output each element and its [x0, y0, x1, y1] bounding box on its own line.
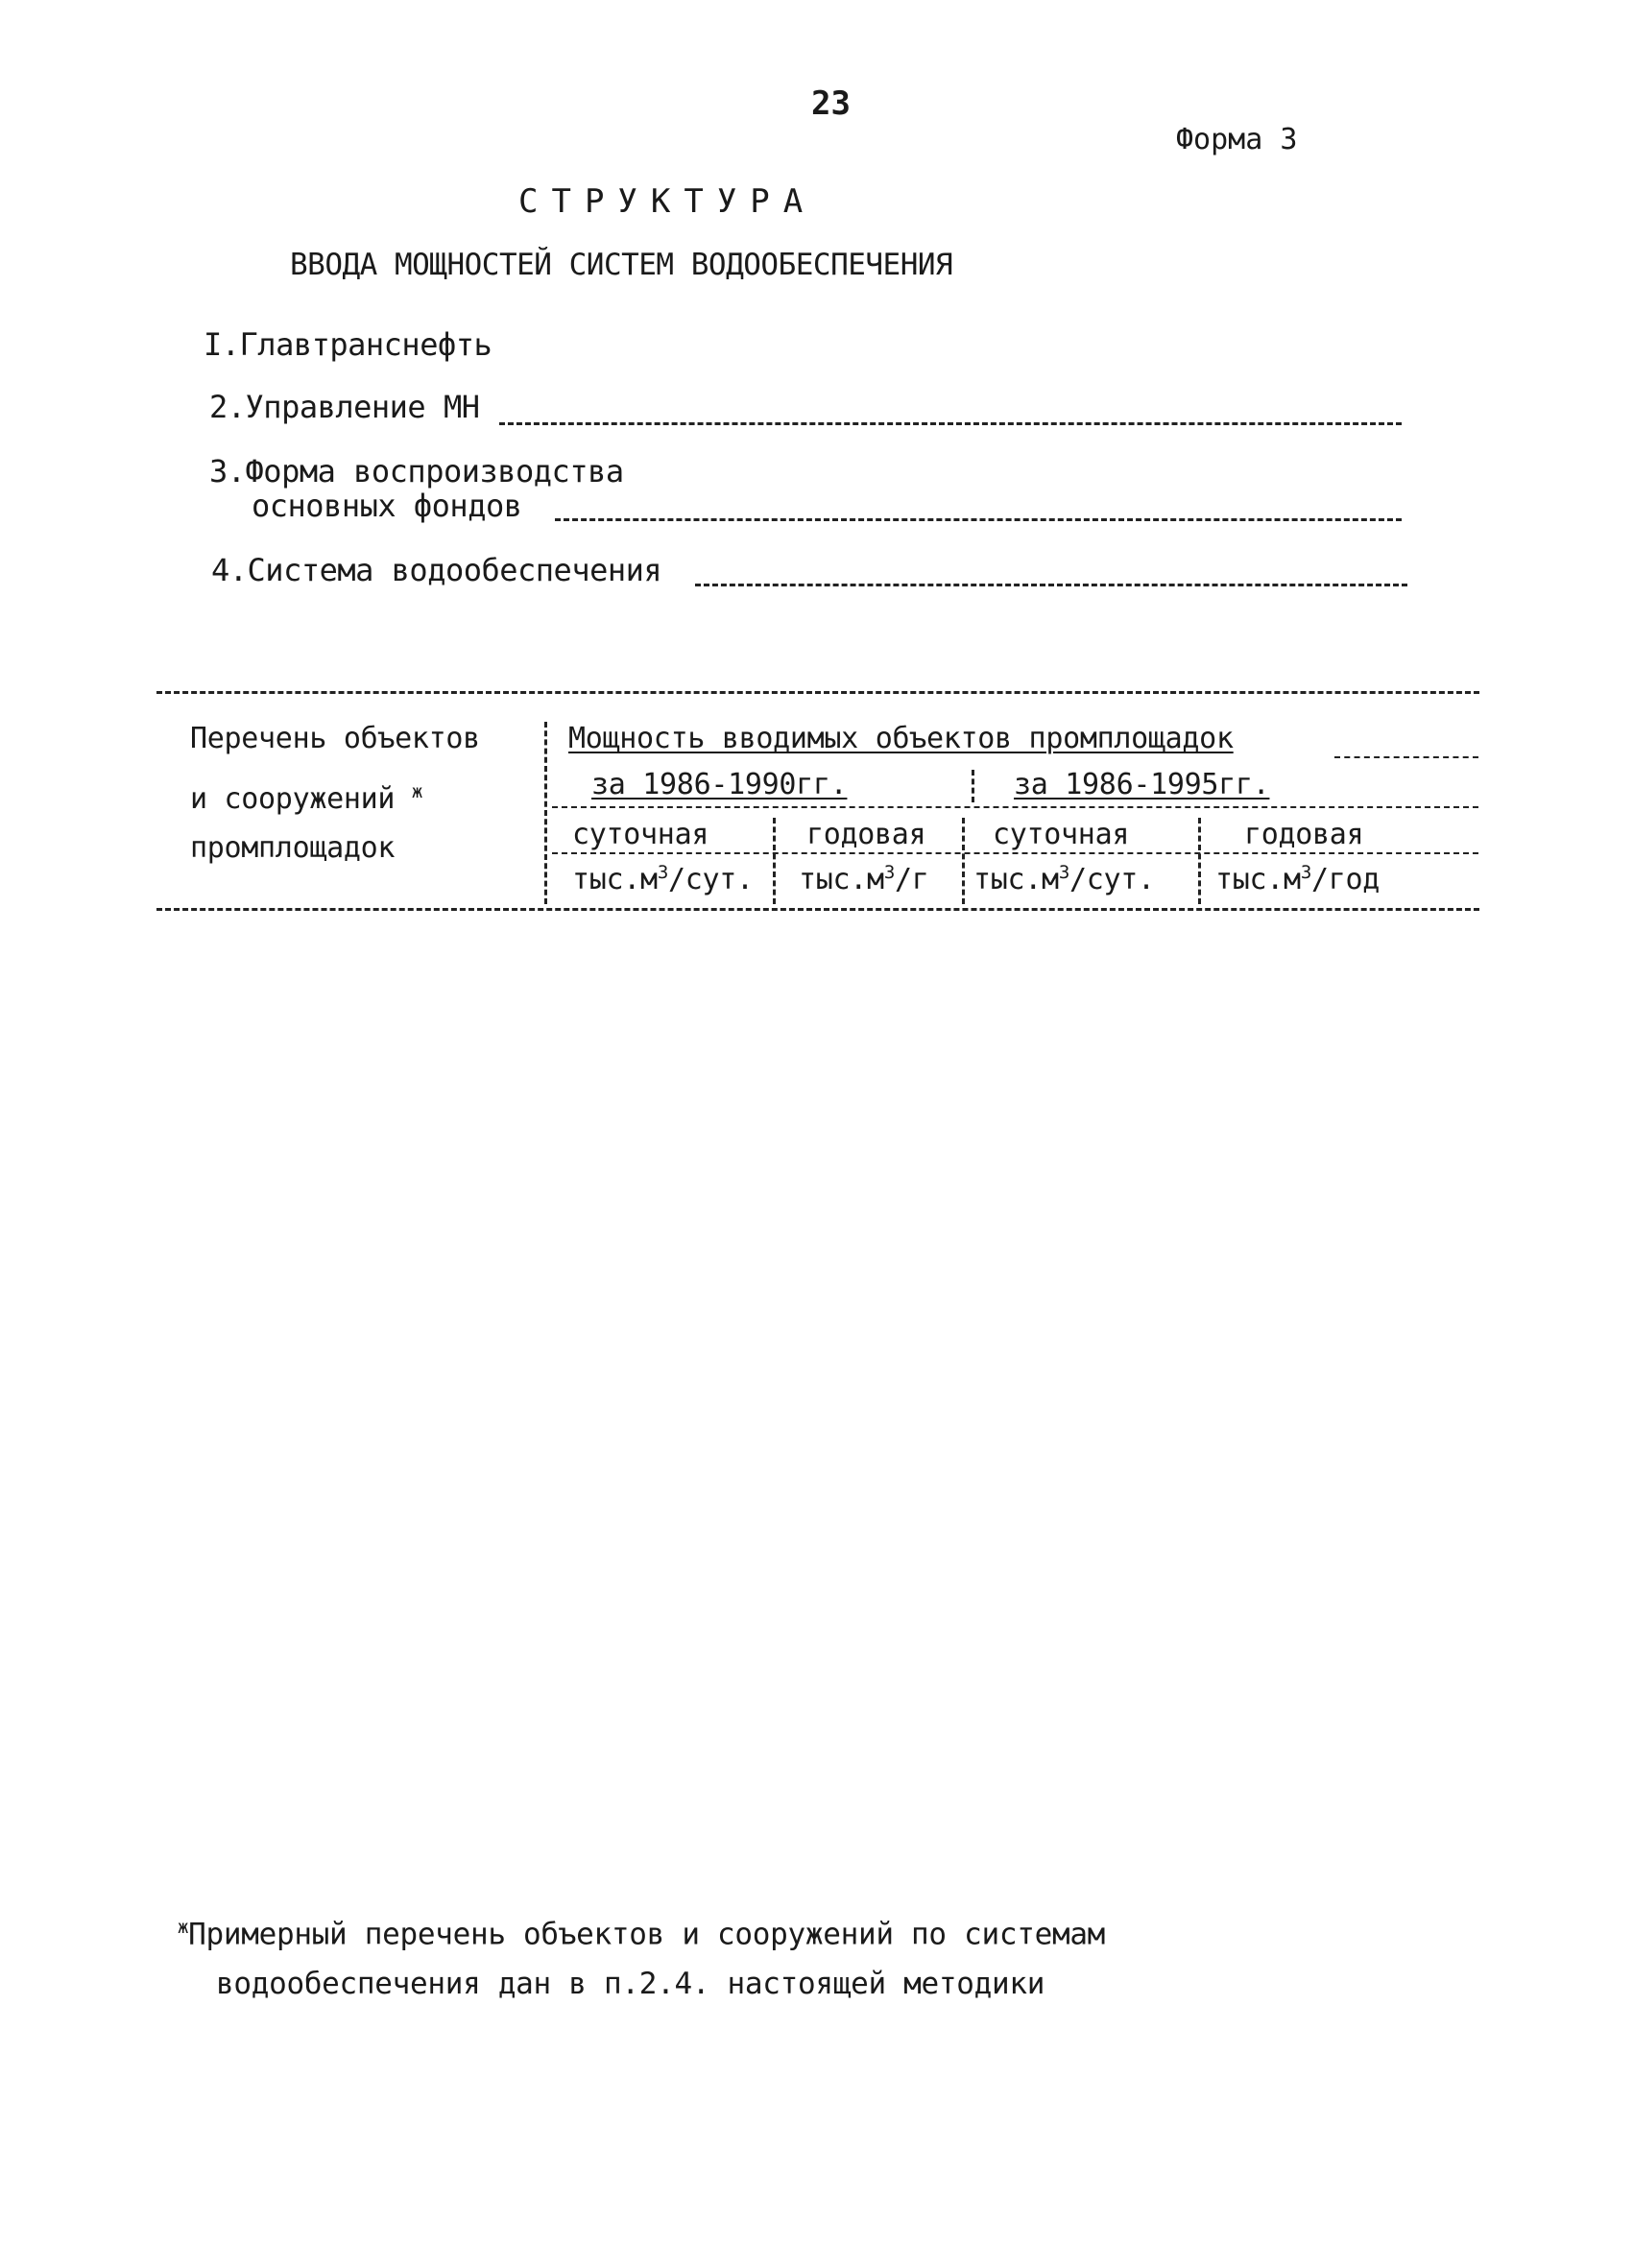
period-divider: [972, 770, 974, 802]
column-2-name: годовая: [806, 818, 926, 851]
row-header-line2: и сооружений $^ж$: [190, 781, 423, 816]
document-title: СТРУКТУРА: [518, 182, 817, 221]
table-bottom-rule: [156, 908, 1479, 911]
footnote-line2: водообеспечения дан в п.2.4. настоящей методики: [216, 1967, 1045, 2002]
field-upravlenie-mn-label: 2.Управление МН: [209, 389, 480, 425]
column-2-unit: $тыс.м^3/г$: [799, 862, 929, 896]
footnote-mark: ж: [178, 1917, 189, 1938]
document-subtitle: ВВОДА МОЩНОСТЕЙ СИСТЕМ ВОДООБЕСПЕЧЕНИЯ: [290, 248, 953, 282]
field-forma-label-line1: 3.Форма воспроизводства: [209, 453, 624, 489]
field-sistema-label: 4.Система водообеспечения: [211, 552, 662, 588]
column-1-name: суточная: [572, 818, 709, 851]
column-divider-2: [962, 818, 965, 904]
field-forma-blank[interactable]: [555, 518, 1402, 521]
table-top-rule: [156, 691, 1479, 694]
column-divider-1: [773, 818, 776, 904]
field-upravlenie-mn-blank[interactable]: [499, 422, 1402, 425]
column-divider-3: [1198, 818, 1201, 904]
row-header-line1: Перечень объектов: [190, 722, 480, 755]
footnote-mark: ж: [411, 781, 423, 802]
field-sistema-blank[interactable]: [695, 584, 1407, 586]
column-1-unit: $тыс.м^3$/сут.: [572, 862, 754, 896]
column-3-name: суточная: [993, 818, 1130, 851]
group-header-rule-tail: [1334, 756, 1478, 758]
column-3-unit: $тыс.м^3$/сут.: [973, 862, 1155, 896]
form-label: Форма 3: [1176, 123, 1298, 156]
footnote-line1: $^ж$Примерный перечень объектов и сооружений по системам: [178, 1917, 1106, 1952]
footnote: [178, 1902, 1105, 2009]
column-divider: [544, 722, 547, 904]
column-4-unit: $тыс.м^3$/год: [1215, 862, 1380, 896]
page-number: 23: [811, 84, 851, 123]
column-4-name: годовая: [1244, 818, 1364, 851]
row-header-line3: промплощадок: [190, 831, 396, 865]
field-glavtransneft: I.Главтранснефть: [204, 326, 492, 363]
period-2: за 1986-1995гг.: [1014, 768, 1270, 801]
field-forma-label-line2: основных фондов: [252, 488, 522, 524]
period-rule: [552, 806, 1478, 808]
group-header: Мощность вводимых объектов промплощадок: [568, 722, 1234, 755]
column-name-rule: [552, 852, 1478, 854]
period-1: за 1986-1990гг.: [591, 768, 848, 801]
